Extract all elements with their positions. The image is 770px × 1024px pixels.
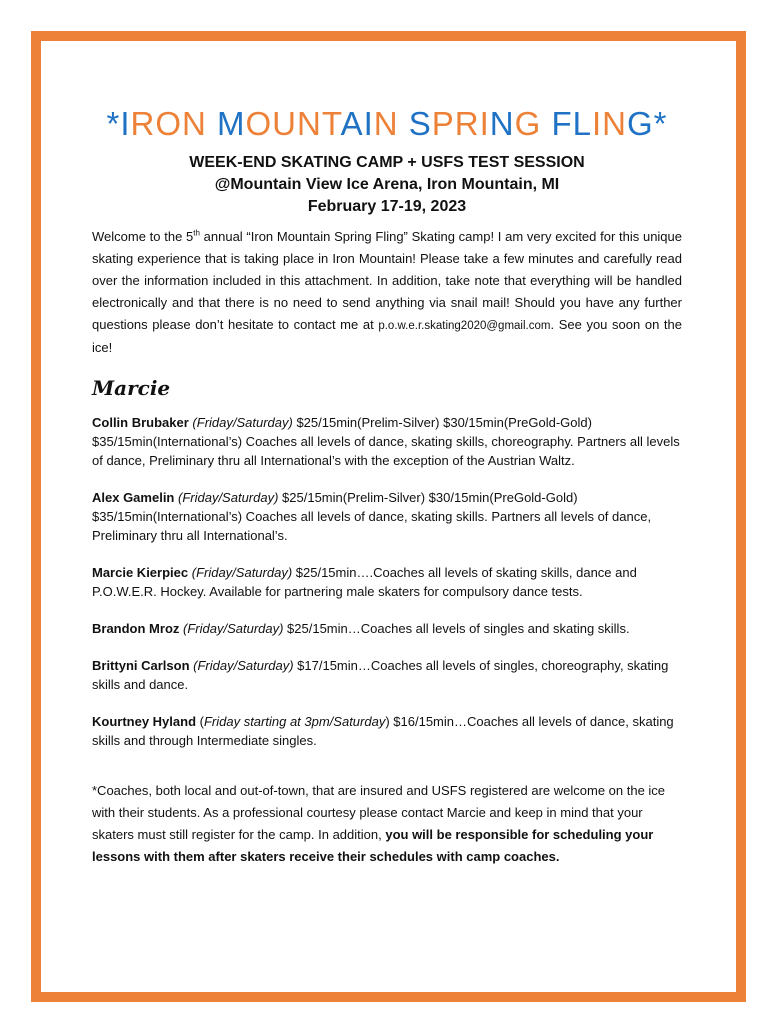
title-segment: I	[120, 105, 131, 142]
coach-days-paren: (	[196, 714, 204, 729]
coach-name: Collin Brubaker	[92, 415, 189, 430]
coach-entry	[92, 619, 682, 638]
title-segment: G	[514, 105, 552, 142]
title-segment: N	[489, 105, 515, 142]
title-star-right: *	[653, 105, 668, 142]
title-segment: FL	[551, 105, 592, 142]
coach-days: (Friday/Saturday)	[178, 490, 279, 505]
coach-entry	[92, 488, 682, 545]
welcome-paragraph	[92, 226, 682, 359]
coach-name: Brandon Mroz	[92, 621, 180, 636]
contact-email[interactable]: p.o.w.e.r.skating2020@gmail.com	[378, 320, 551, 332]
flyer-content	[92, 102, 682, 881]
title-segment: S	[408, 105, 432, 142]
title-segment: PRI	[431, 105, 490, 142]
note-bold-text: you will be responsible for scheduling your lessons with them after skaters receive their schedules with camp coaches.	[92, 827, 654, 864]
title-star-left: *	[106, 105, 121, 142]
event-subtitle: WEEK-END SKATING CAMP + USFS TEST SESSION	[189, 154, 585, 171]
coach-details: $25/15min(Prelim-Silver) $30/15min(PreGold-Gold) $35/15min(International’s) Coaches all levels of dance, skating skills, choreography. Partners all levels of dance, Preliminary thru all International’s with the exception of the Austrian Waltz.	[92, 415, 680, 468]
title-segment: IN	[591, 105, 627, 142]
coach-entry	[92, 413, 682, 470]
note-text: *Coaches, both local and out-of-town, that are insured and USFS registered are welcome on the ice with their students. As a professional courtesy please contact Marcie and keep in mind that your skaters must still register for the camp. In addition,	[92, 783, 666, 842]
coach-entry	[92, 712, 682, 750]
coach-days: (Friday/Saturday)	[191, 565, 293, 580]
signature: Marcie	[92, 376, 171, 400]
title-segment: AI	[340, 105, 374, 142]
coach-details: $17/15min…Coaches all levels of singles, choreography, skating skills and dance.	[92, 658, 669, 692]
coach-name: Alex Gamelin	[92, 490, 175, 505]
coach-details: $16/15min…Coaches all levels of dance, skating skills and through Intermediate singles.	[92, 714, 674, 748]
coach-details: $25/15min(Prelim-Silver) $30/15min(PreGold-Gold) $35/15min(International’s) Coaches all levels of dance, skating skills. Partners all levels of dance, Preliminary thru all International’s.	[92, 490, 652, 543]
coach-details: $25/15min…Coaches all levels of singles and skating skills.	[283, 621, 630, 636]
event-location: @Mountain View Ice Arena, Iron Mountain, MI	[214, 176, 560, 193]
page-title	[92, 102, 682, 146]
coach-entry	[92, 656, 682, 694]
coach-days: Friday starting at 3pm/Saturday	[203, 714, 386, 729]
title-segment: G	[626, 105, 654, 142]
coach-days: (Friday/Saturday)	[183, 621, 284, 636]
title-segment: N	[373, 105, 409, 142]
ordinal-suffix: th	[193, 228, 200, 238]
title-segment: RON	[130, 105, 218, 142]
coach-days-paren: )	[385, 714, 390, 729]
welcome-text: . See you soon on the ice!	[92, 317, 682, 355]
event-date: February 17-19, 2023	[307, 198, 467, 215]
coach-days: (Friday/Saturday)	[193, 658, 294, 673]
title-segment: M	[217, 105, 246, 142]
coach-days: (Friday/Saturday)	[192, 415, 293, 430]
coach-entry	[92, 563, 682, 601]
coach-name: Brittyni Carlson	[92, 658, 190, 673]
coaches-note	[92, 780, 682, 868]
coach-name: Marcie Kierpiec	[92, 565, 189, 580]
title-segment: OUNT	[245, 105, 341, 142]
coach-details: $25/15min….Coaches all levels of skating skills, dance and P.O.W.E.R. Hockey. Available for partnering male skaters for compulsory dance tests.	[92, 565, 637, 599]
welcome-text: Welcome to the 5	[92, 229, 194, 244]
coach-name: Kourtney Hyland	[92, 714, 197, 729]
welcome-text: annual “Iron Mountain Spring Fling” Skating camp! I am very excited for this unique skating experience that is taking place in Iron Mountain! Please take a few minutes and carefully read over the information included in this attachment. In addition, take note that everything will be handled electronically and that there is no need to send anything via snail mail! Should you have any further questions please don’t hesitate to contact me at	[92, 229, 682, 332]
